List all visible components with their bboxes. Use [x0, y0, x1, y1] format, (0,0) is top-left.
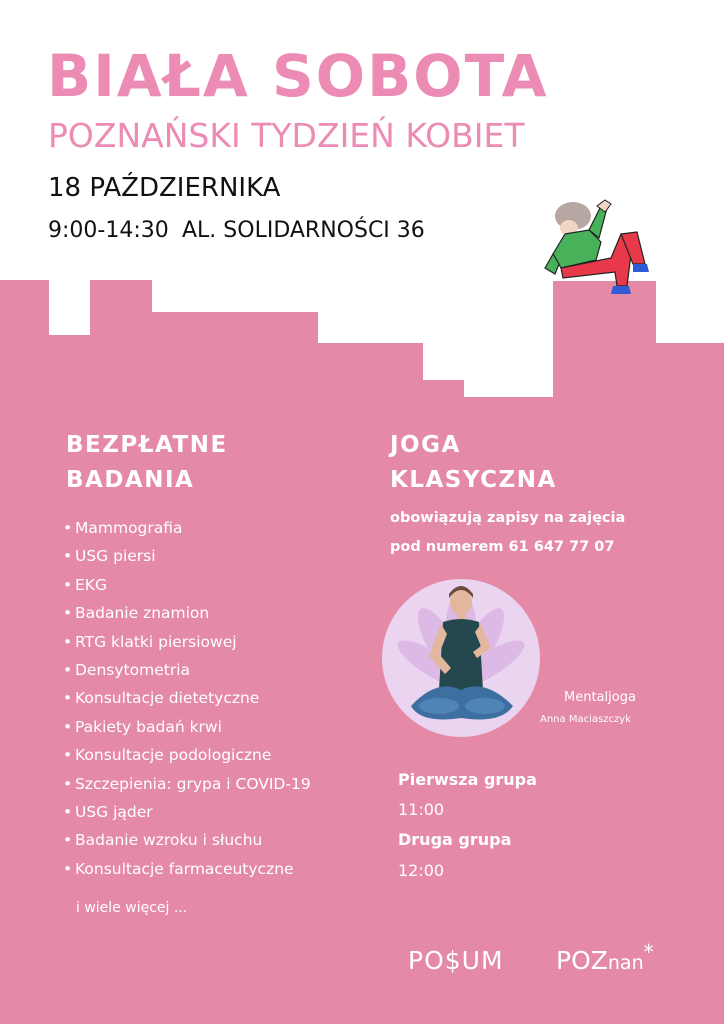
list-item: • Mammografia	[63, 519, 183, 537]
poznan-star-icon: *	[643, 940, 654, 964]
poznan-logo-small: nan	[607, 952, 644, 974]
yoga-heading-line2: KLASYCZNA	[390, 467, 557, 493]
group-1-label: Pierwsza grupa	[398, 770, 537, 789]
event-date: 18 PAŹDZIERNIKA	[48, 173, 281, 203]
event-time: 9:00-14:30	[48, 218, 169, 243]
list-item: • Konsultacje podologiczne	[63, 746, 272, 765]
list-item: • Konsultacje farmaceutyczne	[63, 859, 294, 878]
yoga-heading-line1: JOGA	[390, 432, 461, 458]
registration-note: obowiązują zapisy na zajęcia	[390, 510, 626, 526]
list-item: • Badanie znamion	[63, 604, 210, 623]
and-more-text: i wiele więcej ...	[76, 900, 188, 916]
page-subtitle: POZNAŃSKI TYDZIEŃ KOBIET	[48, 116, 525, 155]
yoga-brand-name: Mentaljoga	[564, 690, 636, 705]
group-2-label: Druga grupa	[398, 830, 512, 849]
list-item: • RTG klatki piersiowej	[63, 632, 237, 651]
list-item: • Densytometria	[63, 661, 190, 680]
exams-list	[63, 514, 311, 883]
list-item: • Pakiety badań krwi	[63, 717, 222, 736]
list-item: • Konsultacje dietetyczne	[63, 689, 260, 708]
free-exams-heading-line2: BADANIA	[66, 467, 195, 493]
list-item: • USG piersi	[63, 547, 156, 566]
sitting-woman-illustration	[541, 198, 661, 316]
yoga-instructor-image	[381, 578, 541, 738]
posum-logo: PO$UM	[408, 946, 504, 975]
yoga-heading	[390, 428, 557, 498]
group-2-time: 12:00	[398, 861, 445, 880]
list-item: • USG jąder	[63, 803, 153, 822]
free-exams-heading-line1: BEZPŁATNE	[66, 432, 228, 458]
page-title: BIAŁA SOBOTA	[47, 42, 549, 110]
registration-phone: pod numerem 61 647 77 07	[390, 539, 615, 555]
list-item: • EKG	[63, 575, 107, 594]
poznan-logo-main: POZ	[556, 946, 608, 975]
poznan-logo	[556, 940, 654, 975]
free-exams-heading	[66, 428, 228, 498]
event-address: AL. SOLIDARNOŚCI 36	[182, 218, 425, 243]
list-item: • Szczepienia: grypa i COVID-19	[63, 774, 311, 793]
instructor-name: Anna Maciaszczyk	[540, 714, 631, 725]
list-item: • Badanie wzroku i słuchu	[63, 831, 263, 850]
group-1-time: 11:00	[398, 800, 445, 819]
